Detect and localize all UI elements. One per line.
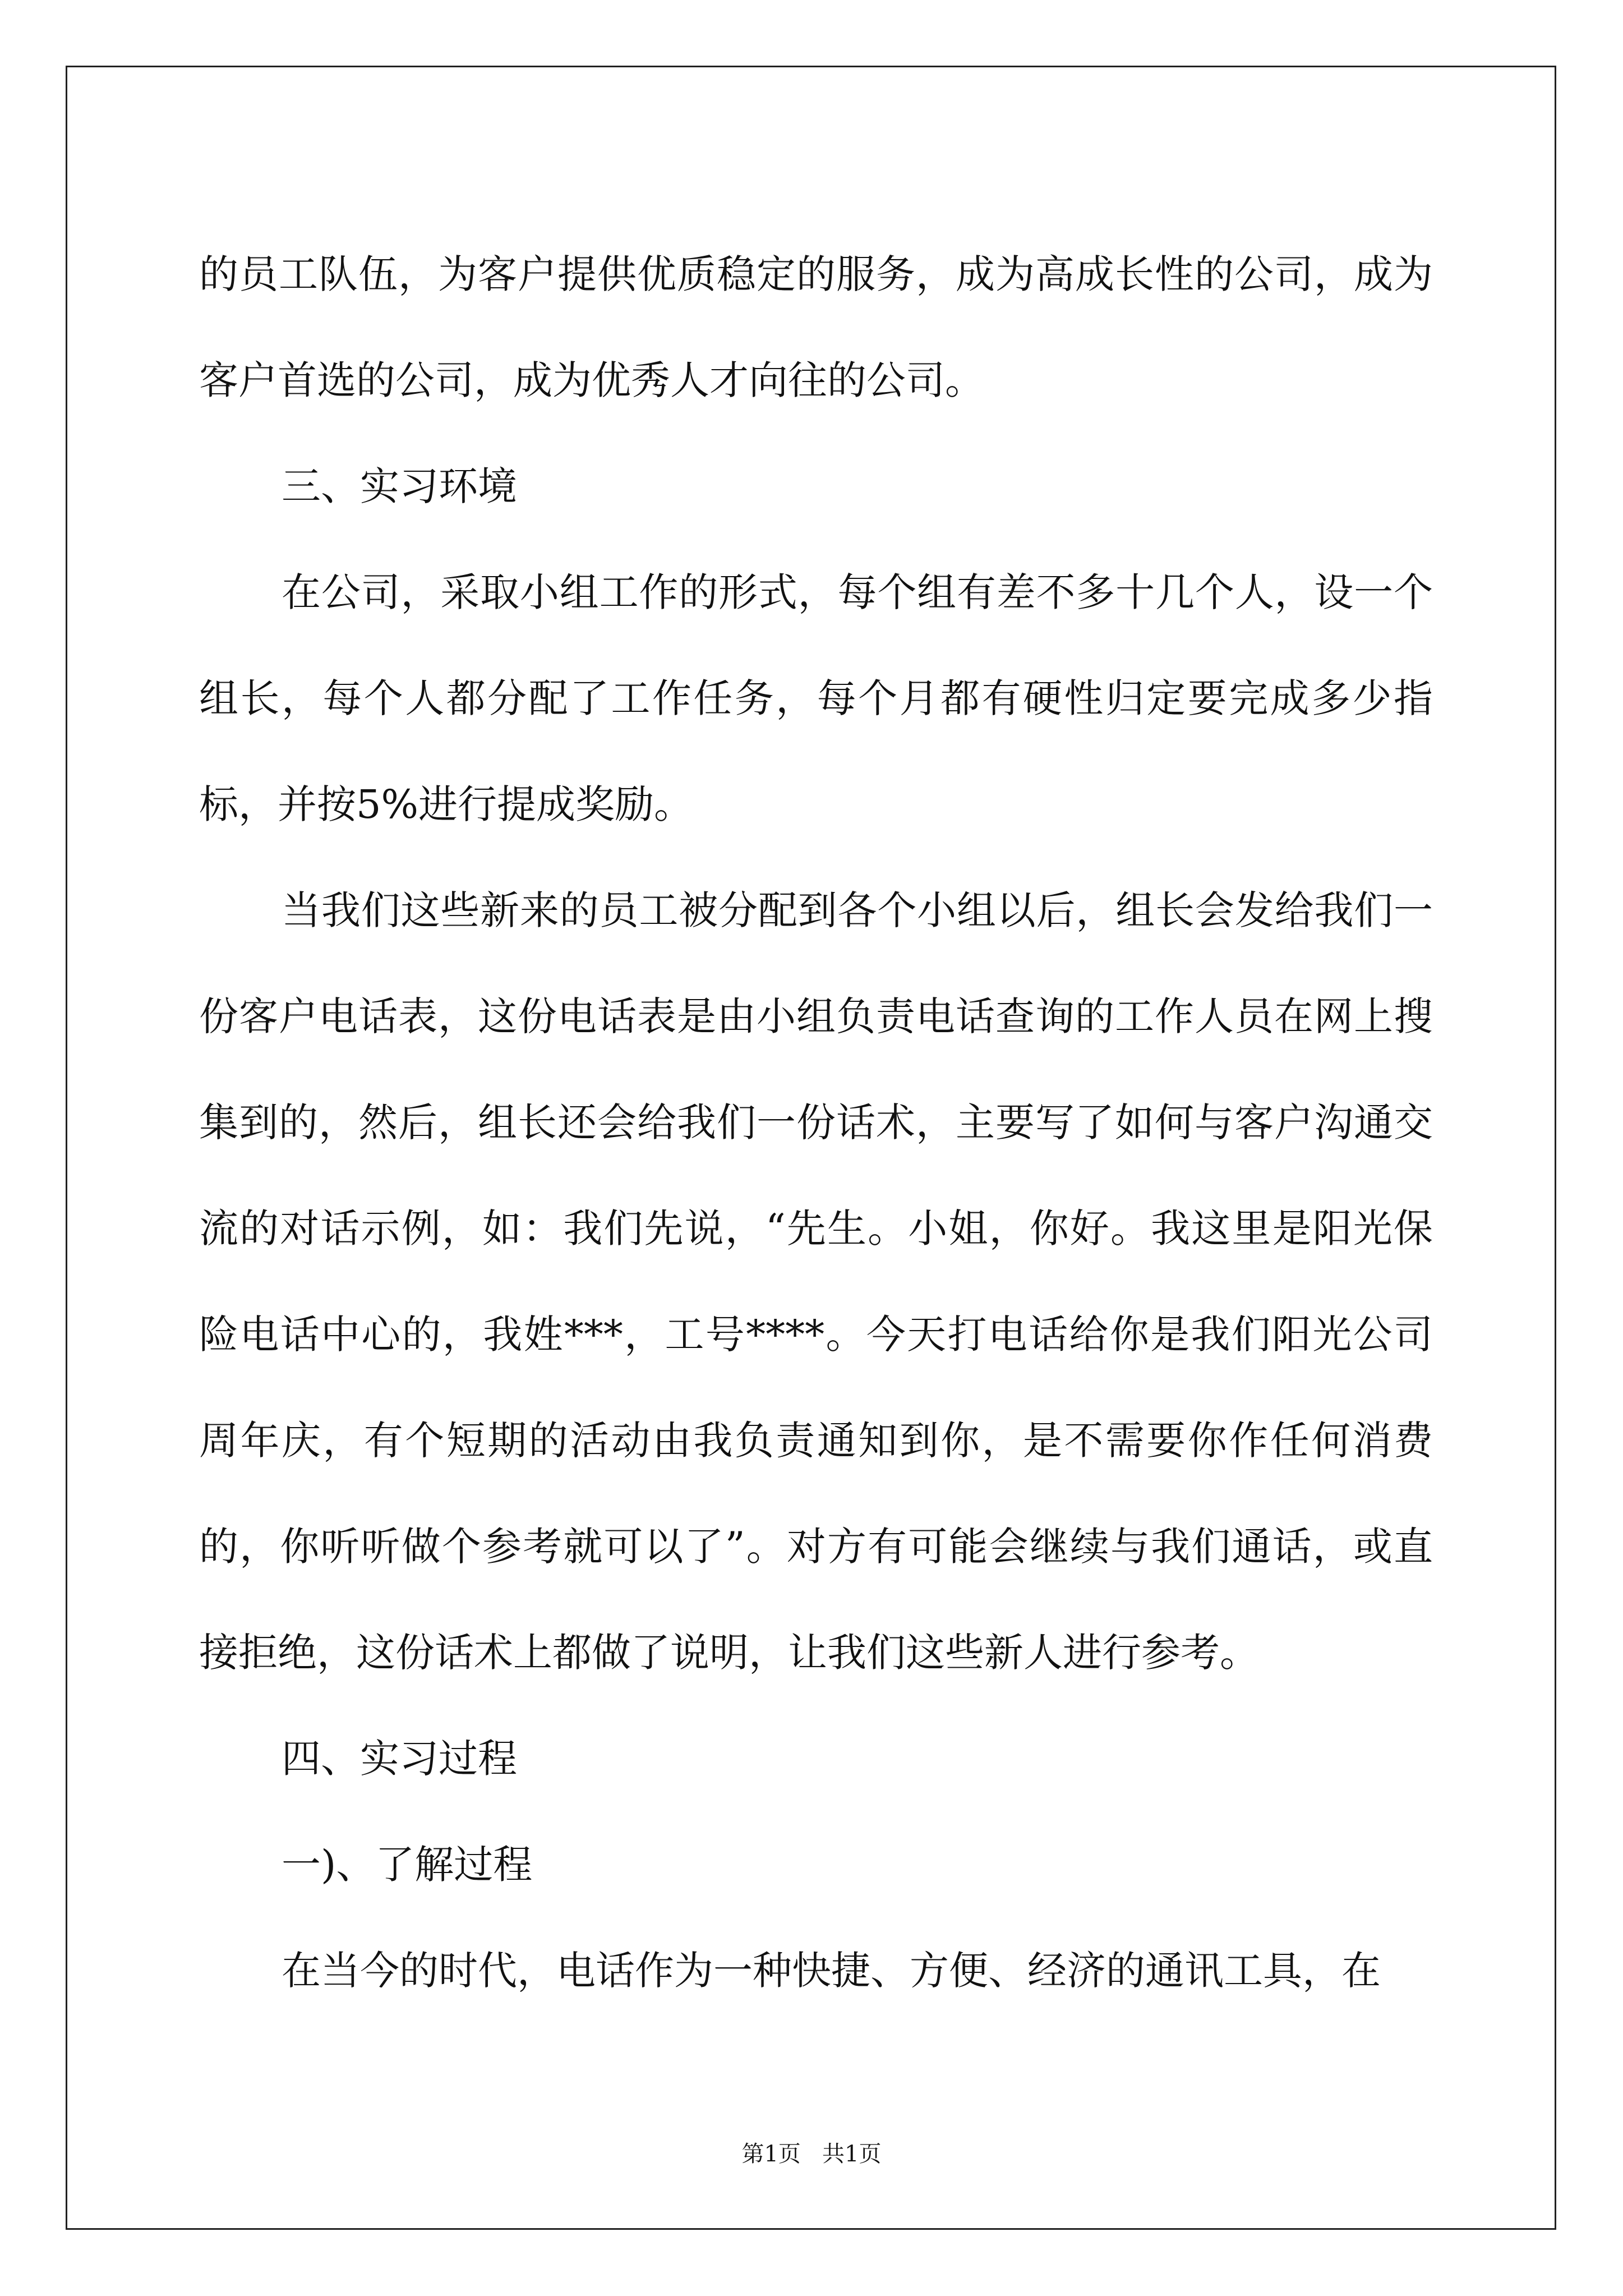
section-heading: 四、实习过程 (282, 1736, 517, 1782)
page-number-footer: 第1页 共1页 (741, 2141, 882, 2167)
paragraph: 在当今的时代，电话作为一种快捷、方便、经济的通讯工具，在 (282, 1948, 1381, 1994)
subsection-heading: 一)、了解过程 (282, 1842, 533, 1888)
paragraph: 的员工队伍，为客户提供优质稳定的服务，成为高成长性的公司，成为客户首选的公司，成为优秀人才向往的公司。 (199, 251, 1433, 403)
section-heading: 三、实习环境 (282, 463, 517, 509)
document-body (199, 222, 1433, 2024)
paragraph: 当我们这些新来的员工被分配到各个小组以后，组长会发给我们一份客户电话表，这份电话表是由小组负责电话查询的工作人员在网上搜集到的，然后，组长还会给我们一份话术，主要写了如何与客户沟通交流的对话示例，如：我们先说，“先生。小姐，你好。我这里是阳光保险电话中心的，我姓***，工号****。今天打电话给你是我们阳光公司周年庆，有个短期的活动由我负责通知到你，是不需要你作任何消费的，你听听做个参考就可以了”。对方有可能会继续与我们通话，或直接拒绝，这份话术上都做了说明，让我们这些新人进行参考。 (199, 887, 1433, 1676)
paragraph: 在公司，采取小组工作的形式，每个组有差不多十几个人，设一个组长，每个人都分配了工作任务，每个月都有硬性归定要完成多少指标，并按5%进行提成奖励。 (199, 569, 1433, 827)
